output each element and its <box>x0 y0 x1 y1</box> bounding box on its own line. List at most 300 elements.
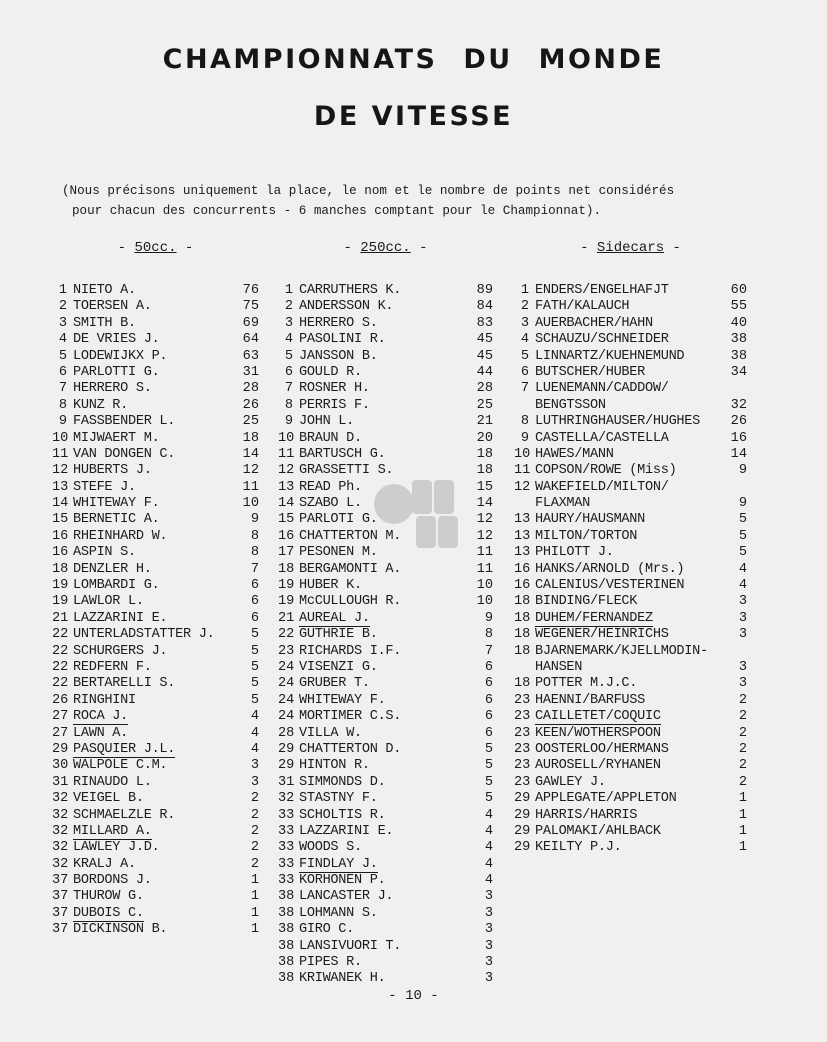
rider-name: MILTON/TORTON <box>535 528 638 544</box>
points-value: 7 <box>484 643 493 659</box>
place-number: 38 <box>278 889 295 905</box>
result-row <box>514 463 747 479</box>
rider-name: SZABO L. <box>299 496 362 512</box>
place-number: 23 <box>514 741 531 757</box>
place-number: 6 <box>58 364 67 380</box>
result-row <box>278 594 493 610</box>
result-row <box>52 660 259 676</box>
rider-name: GUTHRIE B. <box>299 627 378 643</box>
result-row <box>514 758 747 774</box>
rider-name: VILLA W. <box>299 725 362 741</box>
rider-name: STASTNY F. <box>299 791 378 807</box>
result-row <box>52 742 259 758</box>
points-value: 4 <box>250 741 259 757</box>
result-row <box>278 562 493 578</box>
place-number: 12 <box>514 479 531 495</box>
result-row <box>514 627 747 643</box>
rider-name: GOULD R. <box>299 364 362 380</box>
rider-name: VAN DONGEN C. <box>73 446 176 462</box>
place-number: 38 <box>278 971 295 987</box>
rider-name: WHITEWAY F. <box>299 692 386 708</box>
result-row <box>278 840 493 856</box>
points-value: 1 <box>738 823 747 839</box>
rider-name: LOHMANN S. <box>299 905 378 921</box>
result-row <box>52 562 259 578</box>
rider-name: UNTERLADSTATTER J. <box>73 627 215 643</box>
points-value: 2 <box>250 823 259 839</box>
place-number: 16 <box>52 528 69 544</box>
rider-name: TOERSEN A. <box>73 299 152 315</box>
place-number: 4 <box>58 332 67 348</box>
points-value: 4 <box>738 578 747 594</box>
points-value: 14 <box>242 446 259 462</box>
place-number: 22 <box>52 676 69 692</box>
points-value: 3 <box>484 955 493 971</box>
points-value: 2 <box>250 791 259 807</box>
result-row <box>278 791 493 807</box>
rider-name: McCULLOUGH R. <box>299 594 402 610</box>
intro-line-2: pour chacun des concurrents - 6 manches comptant pour le Championnat). <box>72 204 602 218</box>
points-value: 5 <box>250 692 259 708</box>
rider-name: GAWLEY J. <box>535 774 606 790</box>
place-number: 31 <box>52 774 69 790</box>
points-value: 18 <box>476 446 493 462</box>
points-value: 1 <box>250 873 259 889</box>
place-number: 6 <box>284 364 293 380</box>
result-row <box>52 693 259 709</box>
place-number: 38 <box>278 955 295 971</box>
points-value: 60 <box>730 283 747 298</box>
rider-name: PALOMAKI/AHLBACK <box>535 823 661 839</box>
place-number: 38 <box>278 905 295 921</box>
result-row <box>52 398 259 414</box>
points-value: 76 <box>242 283 259 298</box>
rider-name: CAILLETET/COQUIC <box>535 709 661 725</box>
result-row <box>278 398 493 414</box>
points-value: 25 <box>242 414 259 430</box>
result-row <box>52 709 259 725</box>
rider-name: APPLEGATE/APPLETON <box>535 791 677 807</box>
place-number: 10 <box>52 430 69 446</box>
points-value: 9 <box>250 512 259 528</box>
rider-name: BJARNEMARK/KJELLMODIN- <box>535 643 708 659</box>
place-number: 21 <box>52 610 69 626</box>
result-row <box>514 512 747 528</box>
rider-name: KEILTY P.J. <box>535 840 622 856</box>
result-row <box>278 939 493 955</box>
place-number: 24 <box>278 659 295 675</box>
rider-name: HERRERO S. <box>73 381 152 397</box>
place-number: 24 <box>278 676 295 692</box>
result-row <box>52 594 259 610</box>
place-number: 5 <box>520 348 529 364</box>
rider-name: GRUBER T. <box>299 676 370 692</box>
result-row <box>278 906 493 922</box>
rider-name: GIRO C. <box>299 922 355 938</box>
result-row <box>278 529 493 545</box>
result-row <box>514 676 747 692</box>
result-row <box>278 889 493 905</box>
result-row <box>52 529 259 545</box>
rider-name: FATH/KALAUCH <box>535 299 630 315</box>
rider-name: LANSIVUORI T. <box>299 938 402 954</box>
result-row <box>278 578 493 594</box>
place-number: 30 <box>52 758 69 774</box>
points-value: 10 <box>476 578 493 594</box>
rider-name: LAWLEY J.D. <box>73 840 160 856</box>
rider-name: LODEWIJKX P. <box>73 348 168 364</box>
points-value: 4 <box>484 873 493 889</box>
points-value: 89 <box>476 283 493 298</box>
rider-name: HAURY/HAUSMANN <box>535 512 646 528</box>
place-number: 31 <box>278 774 295 790</box>
rider-name: AUERBACHER/HAHN <box>535 315 653 331</box>
result-row <box>514 545 747 561</box>
rider-name: BRAUN D. <box>299 430 362 446</box>
place-number: 12 <box>52 463 69 479</box>
rider-name: LUTHRINGHAUSER/HUGHES <box>535 414 701 430</box>
rider-name: RINAUDO L. <box>73 774 152 790</box>
result-row <box>278 644 493 660</box>
rider-name: CHATTERTON D. <box>299 741 402 757</box>
result-row <box>52 431 259 447</box>
rider-name: NIETO A. <box>73 283 136 298</box>
result-row <box>52 627 259 643</box>
result-row <box>52 726 259 742</box>
rider-name: SMITH B. <box>73 315 136 331</box>
result-row <box>278 857 493 873</box>
rider-name: HAWES/MANN <box>535 446 614 462</box>
place-number: 29 <box>278 741 295 757</box>
place-number: 11 <box>52 446 69 462</box>
place-number: 23 <box>278 643 295 659</box>
column-heading-250cc: - 250cc. - <box>343 240 428 256</box>
rider-name: CASTELLA/CASTELLA <box>535 430 669 446</box>
rider-name: DICKINSON B. <box>73 922 168 938</box>
points-value: 3 <box>250 758 259 774</box>
points-value: 26 <box>730 414 747 430</box>
points-value: 3 <box>738 610 747 626</box>
column-50cc <box>52 240 259 938</box>
points-value: 11 <box>242 479 259 495</box>
points-value: 38 <box>730 348 747 364</box>
result-row <box>514 480 747 496</box>
rider-name: ENDERS/ENGELHAFJT <box>535 283 669 298</box>
place-number: 12 <box>278 463 295 479</box>
points-value: 2 <box>738 709 747 725</box>
place-number: 13 <box>514 512 531 528</box>
rider-name: JANSSON B. <box>299 348 378 364</box>
intro-line-1: (Nous précisons uniquement la place, le nom et le nombre de points net considérés <box>62 184 675 198</box>
place-number: 37 <box>52 905 69 921</box>
rider-name: LAZZARINI E. <box>299 823 394 839</box>
points-value: 18 <box>242 430 259 446</box>
points-value: 4 <box>484 856 493 872</box>
place-number: 28 <box>278 725 295 741</box>
result-row <box>278 627 493 643</box>
result-row <box>278 414 493 430</box>
points-value: 12 <box>242 463 259 479</box>
result-row <box>278 971 493 987</box>
rider-name: HARRIS/HARRIS <box>535 807 638 823</box>
place-number: 16 <box>514 578 531 594</box>
points-value: 16 <box>730 430 747 446</box>
result-row <box>514 447 747 463</box>
place-number: 14 <box>52 496 69 512</box>
result-row <box>514 283 747 299</box>
results-list-250cc <box>278 283 493 988</box>
points-value: 7 <box>250 561 259 577</box>
result-row <box>278 660 493 676</box>
result-row <box>278 873 493 889</box>
place-number: 10 <box>278 430 295 446</box>
result-row <box>52 447 259 463</box>
points-value: 5 <box>484 741 493 757</box>
points-value: 14 <box>730 446 747 462</box>
points-value: 5 <box>484 774 493 790</box>
place-number: 38 <box>278 922 295 938</box>
points-value: 18 <box>476 463 493 479</box>
place-number: 16 <box>52 545 69 561</box>
result-row <box>514 431 747 447</box>
column-sidecars <box>514 240 747 856</box>
page-number: - 10 - <box>388 988 439 1004</box>
result-row <box>52 808 259 824</box>
place-number: 17 <box>278 545 295 561</box>
rider-name: HUBERTS J. <box>73 463 152 479</box>
result-row <box>278 349 493 365</box>
result-row <box>278 316 493 332</box>
rider-name: KUNZ R. <box>73 397 129 413</box>
place-number: 2 <box>284 299 293 315</box>
result-row <box>52 775 259 791</box>
place-number: 13 <box>278 479 295 495</box>
place-number: 3 <box>58 315 67 331</box>
points-value: 3 <box>738 627 747 643</box>
rider-name: VISENZI G. <box>299 659 378 675</box>
rider-name: LOMBARDI G. <box>73 578 160 594</box>
rider-name: KEEN/WOTHERSPOON <box>535 725 661 741</box>
result-row <box>514 365 747 381</box>
place-number: 11 <box>278 446 295 462</box>
place-number: 3 <box>520 315 529 331</box>
result-row <box>514 332 747 348</box>
points-value: 6 <box>484 692 493 708</box>
place-number: 7 <box>284 381 293 397</box>
result-row <box>52 463 259 479</box>
rider-name: SIMMONDS D. <box>299 774 386 790</box>
result-row <box>52 791 259 807</box>
points-value: 5 <box>250 643 259 659</box>
result-row <box>278 431 493 447</box>
rider-name: ROCA J. <box>73 709 129 725</box>
place-number: 4 <box>284 332 293 348</box>
rider-name: ANDERSSON K. <box>299 299 394 315</box>
rider-name: WAKEFIELD/MILTON/ <box>535 479 669 495</box>
rider-name: POTTER M.J.C. <box>535 676 638 692</box>
points-value: 26 <box>242 397 259 413</box>
place-number: 19 <box>278 594 295 610</box>
points-value: 9 <box>738 496 747 512</box>
place-number: 8 <box>58 397 67 413</box>
points-value: 1 <box>250 922 259 938</box>
result-row <box>278 758 493 774</box>
rider-name: MIJWAERT M. <box>73 430 160 446</box>
result-row <box>278 955 493 971</box>
place-number: 33 <box>278 856 295 872</box>
result-row <box>514 660 747 676</box>
rider-name: RINGHINI <box>73 692 136 708</box>
result-row <box>52 889 259 905</box>
rider-name: PARLOTTI G. <box>73 364 160 380</box>
points-value: 1 <box>738 791 747 807</box>
points-value: 2 <box>250 840 259 856</box>
place-number: 22 <box>52 643 69 659</box>
place-number: 19 <box>52 594 69 610</box>
page-title-line-2: DE VITESSE <box>313 101 514 132</box>
place-number: 16 <box>514 561 531 577</box>
place-number: 24 <box>278 692 295 708</box>
rider-name: DENZLER H. <box>73 561 152 577</box>
results-list-50cc <box>52 283 259 939</box>
place-number: 33 <box>278 807 295 823</box>
rider-name: PHILOTT J. <box>535 545 614 561</box>
rider-name: GRASSETTI S. <box>299 463 394 479</box>
place-number: 18 <box>514 676 531 692</box>
points-value: 12 <box>476 512 493 528</box>
rider-name: CHATTERTON M. <box>299 528 402 544</box>
place-number: 29 <box>514 823 531 839</box>
result-row <box>514 594 747 610</box>
result-row <box>52 283 259 299</box>
place-number: 37 <box>52 922 69 938</box>
rider-name: MORTIMER C.S. <box>299 709 402 725</box>
place-number: 8 <box>284 397 293 413</box>
place-number: 9 <box>284 414 293 430</box>
points-value: 2 <box>738 758 747 774</box>
points-value: 20 <box>476 430 493 446</box>
rider-name: HANKS/ARNOLD (Mrs.) <box>535 561 685 577</box>
points-value: 5 <box>250 676 259 692</box>
points-value: 5 <box>738 512 747 528</box>
place-number: 32 <box>52 823 69 839</box>
rider-name: PIPES R. <box>299 955 362 971</box>
points-value: 64 <box>242 332 259 348</box>
result-row <box>278 808 493 824</box>
points-value: 45 <box>476 332 493 348</box>
points-value: 5 <box>484 758 493 774</box>
place-number: 5 <box>284 348 293 364</box>
result-row <box>514 562 747 578</box>
result-row <box>52 545 259 561</box>
place-number: 23 <box>514 692 531 708</box>
result-row <box>278 726 493 742</box>
points-value: 3 <box>484 889 493 905</box>
result-row <box>52 611 259 627</box>
points-value: 84 <box>476 299 493 315</box>
points-value: 2 <box>250 856 259 872</box>
rider-name: LAZZARINI E. <box>73 610 168 626</box>
place-number: 3 <box>284 315 293 331</box>
place-number: 1 <box>284 283 293 298</box>
rider-name: FASSBENDER L. <box>73 414 176 430</box>
points-value: 8 <box>250 528 259 544</box>
points-value: 2 <box>738 725 747 741</box>
rider-name: PARLOTI G. <box>299 512 378 528</box>
result-row <box>514 775 747 791</box>
points-value: 32 <box>730 397 747 413</box>
points-value: 10 <box>242 496 259 512</box>
rider-name: AUROSELL/RYHANEN <box>535 758 661 774</box>
result-row <box>514 824 747 840</box>
result-row <box>278 299 493 315</box>
rider-name: MILLARD A. <box>73 823 152 839</box>
rider-name: DUHEM/FERNANDEZ <box>535 610 653 626</box>
place-number: 23 <box>514 774 531 790</box>
rider-name: HINTON R. <box>299 758 370 774</box>
points-value: 38 <box>730 332 747 348</box>
rider-name: RHEINHARD W. <box>73 528 168 544</box>
points-value: 3 <box>250 774 259 790</box>
result-row <box>514 611 747 627</box>
place-number: 24 <box>278 709 295 725</box>
result-row <box>278 611 493 627</box>
place-number: 18 <box>52 561 69 577</box>
place-number: 29 <box>514 840 531 856</box>
rider-name: BENGTSSON <box>535 397 606 413</box>
place-number: 22 <box>52 659 69 675</box>
rider-name: JOHN L. <box>299 414 355 430</box>
page-title-line-1: CHAMPIONNATS DU MONDE <box>162 44 665 75</box>
place-number: 38 <box>278 938 295 954</box>
points-value: 3 <box>484 905 493 921</box>
place-number: 6 <box>520 364 529 380</box>
place-number: 16 <box>278 528 295 544</box>
place-number: 7 <box>520 381 529 397</box>
rider-name: RICHARDS I.F. <box>299 643 402 659</box>
result-row <box>278 283 493 299</box>
result-row <box>52 840 259 856</box>
place-number: 18 <box>514 594 531 610</box>
column-heading-sidecars: - Sidecars - <box>580 240 681 256</box>
points-value: 10 <box>476 594 493 610</box>
points-value: 28 <box>476 381 493 397</box>
place-number: 33 <box>278 873 295 889</box>
rider-name: WALPOLE C.M. <box>73 758 168 774</box>
result-row <box>52 906 259 922</box>
place-number: 5 <box>58 348 67 364</box>
points-value: 6 <box>250 594 259 610</box>
result-row <box>514 414 747 430</box>
points-value: 40 <box>730 315 747 331</box>
rider-name: READ Ph. <box>299 479 362 495</box>
rider-name: SCHMAELZLE R. <box>73 807 176 823</box>
result-row <box>52 512 259 528</box>
points-value: 3 <box>484 971 493 987</box>
result-row <box>52 824 259 840</box>
result-row <box>514 316 747 332</box>
intro-paragraph <box>62 181 762 221</box>
place-number: 23 <box>514 758 531 774</box>
result-row <box>278 496 493 512</box>
points-value: 3 <box>738 594 747 610</box>
rider-name: BERGAMONTI A. <box>299 561 402 577</box>
points-value: 2 <box>738 774 747 790</box>
points-value: 44 <box>476 364 493 380</box>
result-row <box>52 316 259 332</box>
rider-name: LUENEMANN/CADDOW/ <box>535 381 669 397</box>
points-value: 4 <box>738 561 747 577</box>
